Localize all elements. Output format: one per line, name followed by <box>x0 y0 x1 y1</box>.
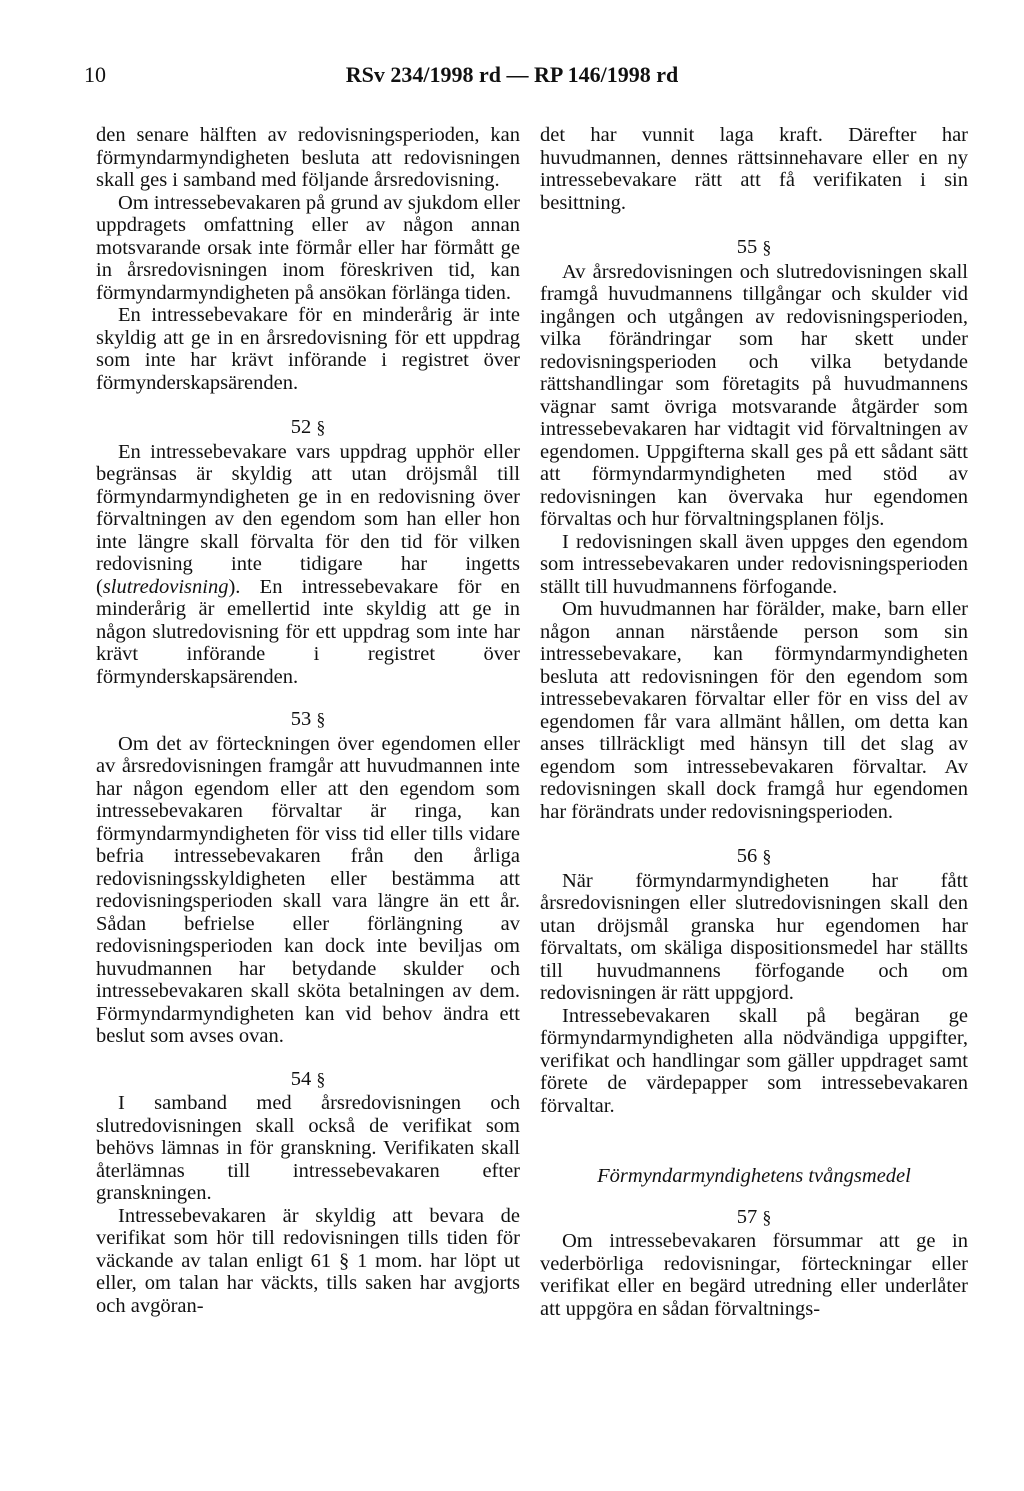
section-heading-57 <box>540 1206 968 1229</box>
paragraph: I samband med årsredovisningen och slutredovisningen skall också de verifikat som behövs lämnas in för granskning. Verifikaten skall återlämnas till intressebevakaren efter granskningen. <box>96 1092 520 1204</box>
section-sign: § <box>762 846 772 866</box>
chapter-subheading: Förmyndarmyndighetens tvångsmedel <box>597 1165 911 1187</box>
paragraph: Om huvudmannen har förälder, make, barn eller någon annan närstående person som sin intressebevakare, kan förmyndarmyndigheten besluta att redovisningen för den egendom som intressebevakaren förvaltar eller för en viss del av egendomen får vara allmänt hållen, om detta kan anses tillräckligt med hänsyn till det slag av egendom som intressebevakaren förvaltar. Av redovisningen skall dock framgå hur egendomen har förändrats under redovisningsperioden. <box>540 598 968 823</box>
defined-term: slutredovisning <box>102 575 229 598</box>
paragraph-text: En intressebevakare vars uppdrag upphör eller begränsas är skyldig att utan dröjsmål till förmyndarmyndigheten ge in en redovisning över förvaltningen av den egendom som han eller hon inte längre skall förvalta för den tid för vilken redovisning inte tidigare har ingetts ( <box>96 440 520 598</box>
paragraph <box>96 441 520 689</box>
paragraph: När förmyndarmyndigheten har fått årsredovisningen eller slutredovisningen skall den utan dröjsmål granska hur egendomen har förvaltats, om skäliga dispositionsmedel har ställts till huvudmannens förfogande och om redovisningen är rätt uppgjord. <box>540 869 968 1004</box>
paragraph: Av årsredovisningen och slutredovisningen skall framgå huvudmannens tillgångar och skulder vid ingången och utgången av redovisningsperioden, vilka förändringar som har skett under redovisningsperioden och vilka betydande rättshandlingar som företagits på huvudmannens vägnar samt övriga motsvarande åtgärder som intressebevakaren har vidtagit vid förvaltningen av egendomen. Uppgifterna skall ges på ett sådant sätt att förmyndarmyndigheten med stöd av redovisningen kan övervaka hur egendomen förvaltas och hur förvaltningsplanen följs. <box>540 260 968 530</box>
running-title: RSv 234/1998 rd — RP 146/1998 rd <box>345 62 679 87</box>
section-sign: § <box>316 1068 326 1089</box>
left-column <box>96 124 520 1317</box>
section-number: 56 <box>736 845 758 867</box>
section-number: 57 <box>736 1205 758 1228</box>
paragraph: Intressebevakaren skall på begäran ge förmyndarmyndigheten alla nödvändiga uppgifter, verifikat och handlingar som gäller uppdraget samt förete de värdepapper som intressebevakaren förvaltar. <box>540 1004 968 1117</box>
paragraph: Om det av förteckningen över egendomen eller av årsredovisningen framgår att huvudmannen inte har någon egendom eller att den egendom som intressebevakaren förvaltar är ringa, kan förmyndarmyndigheten för viss tid eller tills vidare befria intressebevakaren från den årliga redovisningsskyldigheten eller bestämma att redovisningsperioden skall vara längre än ett år. Sådan befrielse eller förlängning av redovisningsperioden kan dock inte beviljas om huvudmannen har betydande skulder och intressebevakaren skall sköta betalningen av dem. Förmyndarmyndigheten kan vid behov ändra ett beslut som avses ovan. <box>96 732 520 1047</box>
paragraph: Intressebevakaren är skyldig att bevara de verifikat som hör till redovisningen tills tiden för väckande av talan enligt 61 § 1 mom. har löpt ut eller, om talan har väckts, tills saken har avgjorts och avgöran- <box>96 1204 520 1317</box>
section-heading-54 <box>96 1068 520 1091</box>
page-header <box>0 62 1024 102</box>
right-column <box>540 124 968 1320</box>
section-number: 55 <box>736 236 758 258</box>
section-heading-56 <box>540 845 968 868</box>
section-number: 52 <box>290 416 312 438</box>
section-number: 54 <box>290 1067 312 1090</box>
paragraph: den senare hälften av redovisningsperioden, kan förmyndarmyndigheten besluta att redovisningen skall ges i samband med följande årsredovisning. <box>96 124 520 191</box>
paragraph: I redovisningen skall även uppges den egendom som intressebevakaren under redovisningsperioden ställt till huvudmannens förfogande. <box>540 530 968 598</box>
paragraph: Om intressebevakaren på grund av sjukdom eller uppdragets omfattning eller av någon annan motsvarande orsak inte förmår eller har förmått ge in årsredovisningen inom föreskriven tid, kan förmyndarmyndigheten på ansökan förlänga tiden. <box>96 191 520 304</box>
section-number: 53 <box>290 708 312 730</box>
section-heading-52 <box>96 416 520 439</box>
page-number: 10 <box>84 62 106 87</box>
paragraph-text: ). En intressebevakare för en minderårig är emellertid inte skyldig att ge in någon slutredovisning för ett uppdrag som inte har krävt införande i registret över förmynderskapsärenden. <box>96 575 520 688</box>
section-heading-53 <box>96 708 520 731</box>
section-sign: § <box>316 709 326 729</box>
section-heading-55 <box>540 236 968 259</box>
paragraph: det har vunnit laga kraft. Därefter har huvudmannen, dennes rättsinnehavare eller en ny intressebevakare rätt att få verifikaten i sin besittning. <box>540 124 968 214</box>
paragraph: Om intressebevakaren försummar att ge in vederbörliga redovisningar, förteckningar eller verifikat eller en begärd utredning eller underlåter att uppgöra en sådan förvaltnings- <box>540 1230 968 1320</box>
section-sign: § <box>316 417 326 437</box>
section-sign: § <box>762 1206 772 1227</box>
paragraph: En intressebevakare för en minderårig är inte skyldig att ge in en årsredovisning för ett uppdrag som inte har krävt införande i registret över förmynderskapsärenden. <box>96 304 520 394</box>
section-sign: § <box>762 237 772 257</box>
